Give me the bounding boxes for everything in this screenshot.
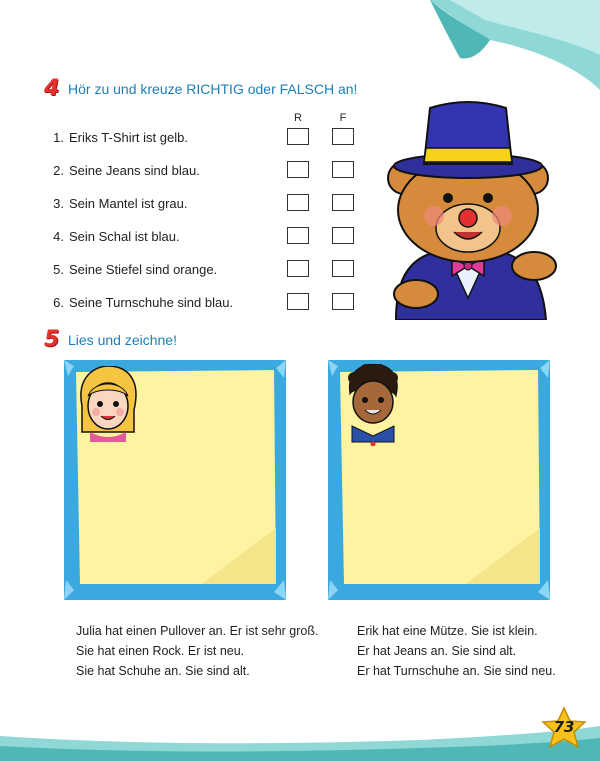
caption-line: Er hat Jeans an. Sie sind alt. <box>357 644 517 658</box>
list-item <box>40 259 370 281</box>
section-5-title: Lies und zeichne! <box>68 332 177 348</box>
item-statement: Sein Mantel ist grau. <box>69 196 188 211</box>
list-item <box>40 193 370 215</box>
item-statement: Seine Turnschuhe sind blau. <box>69 295 234 310</box>
item-statement: Eriks T-Shirt ist gelb. <box>69 130 188 145</box>
column-header-richtig: R <box>294 112 302 124</box>
list-item <box>40 160 370 182</box>
section-4-number: 4 <box>44 76 60 101</box>
page-number: 73 <box>553 718 575 736</box>
checkbox-richtig[interactable] <box>287 260 309 277</box>
checkbox-falsch[interactable] <box>332 227 354 244</box>
caption-line: Er hat Turnschuhe an. Sie sind neu. <box>357 664 556 678</box>
erik-portrait <box>344 364 402 446</box>
item-number: 5. <box>53 262 64 277</box>
drawing-area-erik[interactable] <box>326 358 552 602</box>
caption-line: Julia hat einen Pullover an. Er ist sehr groß. <box>76 624 319 638</box>
checkbox-falsch[interactable] <box>332 128 354 145</box>
checkbox-richtig[interactable] <box>287 128 309 145</box>
item-number: 3. <box>53 196 64 211</box>
julia-portrait <box>76 366 140 442</box>
item-number: 4. <box>53 229 64 244</box>
checkbox-falsch[interactable] <box>332 260 354 277</box>
drawing-area-julia[interactable] <box>62 358 288 602</box>
checkbox-falsch[interactable] <box>332 293 354 310</box>
checkbox-falsch[interactable] <box>332 194 354 211</box>
column-header-falsch: F <box>339 112 347 124</box>
caption-line: Sie hat Schuhe an. Sie sind alt. <box>76 664 250 678</box>
checkbox-richtig[interactable] <box>287 293 309 310</box>
list-item <box>40 226 370 248</box>
item-statement: Sein Schal ist blau. <box>69 229 180 244</box>
item-number: 1. <box>53 130 64 145</box>
bear-with-top-hat-illustration <box>376 98 560 320</box>
page-curl-decoration <box>430 0 600 90</box>
checkbox-richtig[interactable] <box>287 161 309 178</box>
checkbox-falsch[interactable] <box>332 161 354 178</box>
list-item <box>40 127 370 149</box>
checkbox-richtig[interactable] <box>287 194 309 211</box>
item-number: 6. <box>53 295 64 310</box>
bottom-wave-decoration <box>0 716 600 761</box>
caption-julia <box>76 621 318 681</box>
section-5-number: 5 <box>44 327 60 352</box>
caption-erik <box>357 621 556 681</box>
item-number: 2. <box>53 163 64 178</box>
section-4-title: Hör zu und kreuze RICHTIG oder FALSCH an! <box>68 81 358 97</box>
caption-line: Sie hat einen Rock. Er ist neu. <box>76 644 245 658</box>
item-statement: Seine Jeans sind blau. <box>69 163 200 178</box>
item-statement: Seine Stiefel sind orange. <box>69 262 218 277</box>
caption-line: Erik hat eine Mütze. Sie ist klein. <box>357 624 538 638</box>
checkbox-richtig[interactable] <box>287 227 309 244</box>
list-item <box>40 292 370 314</box>
